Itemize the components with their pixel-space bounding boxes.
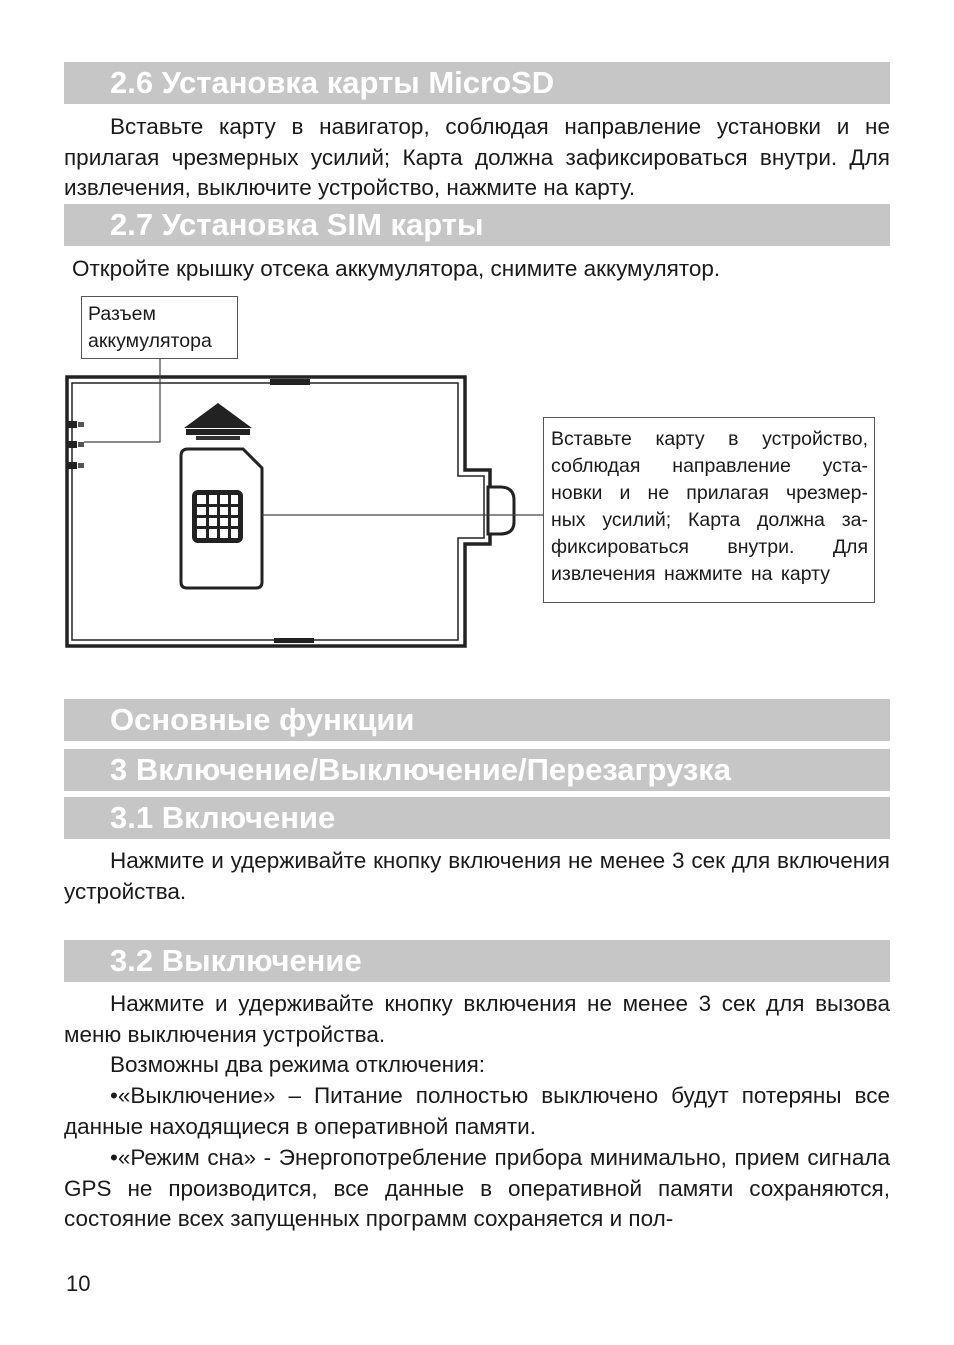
sim-insert-callout bbox=[543, 417, 875, 603]
page-number: 10 bbox=[66, 1271, 91, 1296]
section-3-1-text: Нажмите и удерживайте кнопку включения не менее 3 сек для включения устройства. bbox=[64, 848, 890, 904]
connector-pin bbox=[67, 462, 77, 469]
battery-connector-label bbox=[81, 296, 238, 359]
callout-line: фиксироваться внутри. Для bbox=[551, 536, 868, 558]
connector-pin bbox=[67, 421, 77, 428]
connector-leader-line bbox=[84, 359, 160, 442]
section-3-2-para-2: Возможны два режима отключения: bbox=[110, 1052, 486, 1077]
callout-line: соблюдая направление уста- bbox=[551, 455, 868, 477]
power-section-heading: 3 Включение/Выключение/Перезагрузка bbox=[64, 749, 890, 791]
connector-label-line: Разъем bbox=[88, 303, 156, 325]
callout-line: извлечения нажмите на карту bbox=[551, 563, 831, 585]
section-2-6-heading: 2.6 Установка карты MicroSD bbox=[64, 62, 890, 104]
section-2-7-intro: Откройте крышку отсека аккумулятора, снимите аккумулятор. bbox=[72, 256, 721, 281]
insert-arrow-icon bbox=[184, 403, 252, 428]
section-2-6-text: Вставьте карту в навигатор, соблюдая направление установки и не прилагая чрезмерных усилий; Карта должна зафиксироваться внутри. Для извлечения, выключите устройство, нажмите на карту. bbox=[64, 114, 890, 200]
device-side-tab bbox=[488, 487, 514, 534]
sim-chip-icon bbox=[192, 490, 243, 543]
callout-line: Вставьте карту в устройство, bbox=[551, 428, 868, 450]
section-2-7-heading: 2.7 Установка SIM карты bbox=[64, 204, 890, 246]
device-outline-outer bbox=[67, 377, 490, 646]
section-3-2-heading: 3.2 Выключение bbox=[64, 940, 890, 982]
top-slot bbox=[270, 379, 310, 385]
connector-label-line: аккумулятора bbox=[88, 330, 212, 352]
section-3-2-para-3: •«Выключение» – Питание полностью выключено будут потеряны все данные находящиеся в оперативной памяти. bbox=[64, 1083, 890, 1139]
callout-line: ных усилий; Карта должна за- bbox=[551, 509, 868, 531]
section-3-1-heading: 3.1 Включение bbox=[64, 797, 890, 839]
connector-pin bbox=[67, 441, 77, 448]
section-3-2-para-4: •«Режим сна» - Энергопотребление прибора минимально, прием сигнала GPS не производится, все данные в оперативной памяти сохраняются, состояние всех запущенных программ сохраняется и пол- bbox=[64, 1145, 890, 1231]
device-outline-inner bbox=[72, 383, 484, 640]
bottom-slot bbox=[274, 638, 314, 643]
section-3-2-para-1: Нажмите и удерживайте кнопку включения не менее 3 сек для вызова меню выключения устройства. bbox=[64, 991, 890, 1047]
callout-line: новки и не прилагая чрезмер- bbox=[551, 482, 868, 504]
main-functions-heading: Основные функции bbox=[64, 699, 890, 741]
